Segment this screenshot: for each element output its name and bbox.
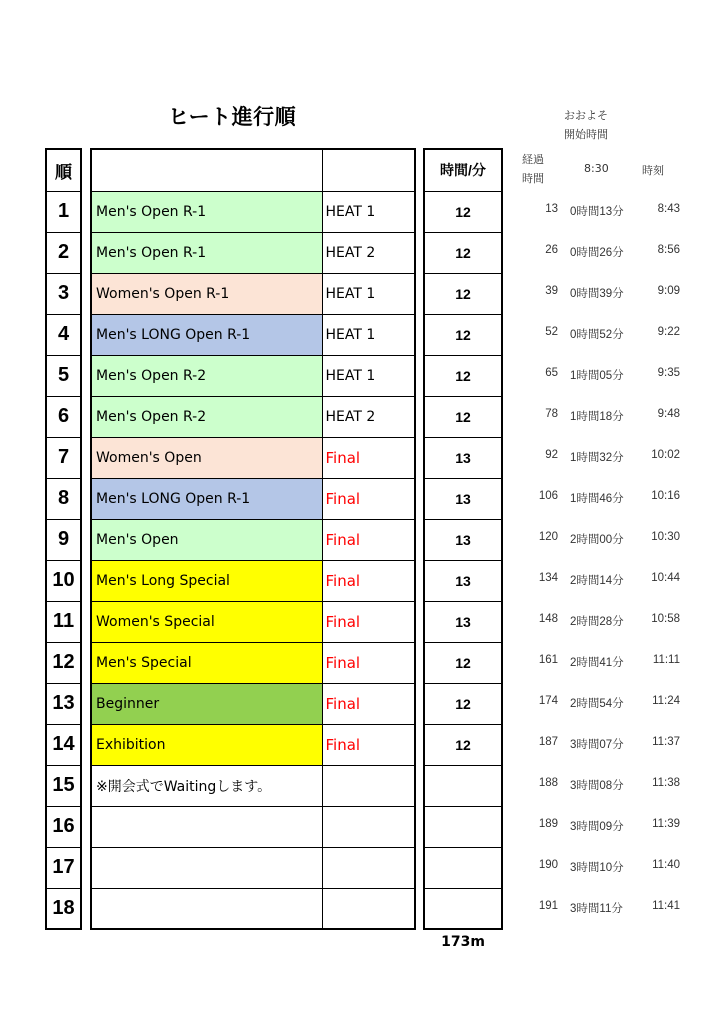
heat-minutes: 12 — [424, 355, 502, 396]
elapsed-row — [510, 436, 720, 477]
event-name: Women's Open R-1 — [91, 273, 322, 314]
heat-label — [322, 847, 415, 888]
heat-label: Final — [322, 478, 415, 519]
page-title: ヒート進行順 — [168, 105, 297, 129]
heat-minutes — [424, 847, 502, 888]
table-row — [46, 273, 81, 314]
elapsed-minutes: 13 — [545, 203, 558, 215]
clock-time: 9:09 — [657, 285, 680, 297]
elapsed-row — [510, 559, 720, 600]
table-row — [91, 642, 415, 683]
clock-time: 9:35 — [657, 367, 680, 379]
elapsed-minutes: 148 — [538, 613, 558, 625]
heat-minutes — [424, 806, 502, 847]
heat-label: HEAT 2 — [322, 232, 415, 273]
order-number: 3 — [46, 273, 81, 314]
table-row — [424, 847, 502, 888]
elapsed-minutes: 188 — [538, 777, 558, 789]
elapsed-duration: 2時間14分 — [570, 575, 624, 587]
event-name: Men's Long Special — [91, 560, 322, 601]
order-number: 9 — [46, 519, 81, 560]
order-number: 7 — [46, 437, 81, 478]
table-row — [46, 642, 81, 683]
elapsed-row — [510, 272, 720, 313]
heat-minutes: 12 — [424, 683, 502, 724]
heat-minutes: 13 — [424, 437, 502, 478]
elapsed-row — [510, 231, 720, 272]
heat-label: Final — [322, 601, 415, 642]
elapsed-minutes: 26 — [545, 244, 558, 256]
event-name: Men's LONG Open R-1 — [91, 314, 322, 355]
order-number: 8 — [46, 478, 81, 519]
clock-time: 9:48 — [657, 408, 680, 420]
clock-time: 8:56 — [657, 244, 680, 256]
table-row — [424, 642, 502, 683]
table-row — [424, 560, 502, 601]
table-row — [91, 273, 415, 314]
table-row — [46, 888, 81, 929]
elapsed-minutes: 39 — [545, 285, 558, 297]
table-row — [91, 806, 415, 847]
elapsed-minutes: 65 — [545, 367, 558, 379]
elapsed-duration: 1時間46分 — [570, 493, 624, 505]
heat-label: Final — [322, 437, 415, 478]
order-number: 2 — [46, 232, 81, 273]
elapsed-duration: 0時間26分 — [570, 247, 624, 259]
table-row — [46, 191, 81, 232]
heat-label — [322, 765, 415, 806]
heat-minutes: 12 — [424, 724, 502, 765]
heat-minutes: 12 — [424, 314, 502, 355]
elapsed-minutes: 106 — [538, 490, 558, 502]
event-name: Men's Open — [91, 519, 322, 560]
table-row — [424, 314, 502, 355]
elapsed-row — [510, 354, 720, 395]
heat-minutes: 13 — [424, 519, 502, 560]
elapsed-time-panel — [510, 148, 720, 928]
table-row — [91, 765, 415, 806]
table-row — [91, 601, 415, 642]
order-number: 4 — [46, 314, 81, 355]
elapsed-row — [510, 313, 720, 354]
clock-time: 8:43 — [657, 203, 680, 215]
order-number: 11 — [46, 601, 81, 642]
heat-label: Final — [322, 642, 415, 683]
elapsed-row — [510, 518, 720, 559]
table-row — [424, 519, 502, 560]
table-row — [46, 806, 81, 847]
elapsed-duration: 0時間39分 — [570, 288, 624, 300]
table-row — [46, 765, 81, 806]
heat-minutes: 12 — [424, 273, 502, 314]
order-header: 順 — [46, 149, 81, 191]
heat-label: Final — [322, 683, 415, 724]
elapsed-minutes: 134 — [538, 572, 558, 584]
order-number: 13 — [46, 683, 81, 724]
heat-label: Final — [322, 560, 415, 601]
clock-time: 11:37 — [652, 736, 680, 748]
elapsed-minutes: 161 — [538, 654, 558, 666]
event-name: Women's Special — [91, 601, 322, 642]
event-name: Men's LONG Open R-1 — [91, 478, 322, 519]
table-row — [91, 888, 415, 929]
table-row — [424, 396, 502, 437]
heat-minutes: 13 — [424, 601, 502, 642]
heat-minutes: 12 — [424, 642, 502, 683]
elapsed-header-line1: 経過 — [522, 153, 544, 166]
elapsed-duration: 2時間41分 — [570, 657, 624, 669]
elapsed-minutes: 191 — [538, 900, 558, 912]
order-number-column — [45, 148, 82, 930]
approx-start-label-line1: おおよそ — [564, 109, 608, 122]
order-number: 15 — [46, 765, 81, 806]
elapsed-duration: 1時間05分 — [570, 370, 624, 382]
approx-start-label — [548, 106, 624, 144]
order-number: 12 — [46, 642, 81, 683]
heat-label — [322, 806, 415, 847]
clock-time: 10:16 — [651, 490, 680, 502]
heat-label: HEAT 2 — [322, 396, 415, 437]
elapsed-row — [510, 395, 720, 436]
table-row — [46, 232, 81, 273]
heat-label: HEAT 1 — [322, 191, 415, 232]
elapsed-row — [510, 887, 720, 928]
clock-time: 11:38 — [652, 777, 680, 789]
table-row — [424, 437, 502, 478]
event-header — [91, 149, 322, 191]
elapsed-duration: 2時間00分 — [570, 534, 624, 546]
elapsed-duration: 3時間10分 — [570, 862, 624, 874]
elapsed-duration: 0時間13分 — [570, 206, 624, 218]
table-row — [424, 601, 502, 642]
table-row — [91, 683, 415, 724]
clock-time: 10:44 — [651, 572, 680, 584]
elapsed-header-row — [510, 148, 720, 190]
table-row — [91, 314, 415, 355]
table-row — [46, 847, 81, 888]
table-row — [424, 724, 502, 765]
heat-label — [322, 888, 415, 929]
table-row — [91, 437, 415, 478]
elapsed-header — [522, 150, 544, 188]
elapsed-row — [510, 190, 720, 231]
table-row — [91, 355, 415, 396]
order-number: 17 — [46, 847, 81, 888]
table-row — [424, 232, 502, 273]
table-row — [46, 601, 81, 642]
table-row — [46, 519, 81, 560]
order-number: 10 — [46, 560, 81, 601]
order-number: 14 — [46, 724, 81, 765]
elapsed-duration: 0時間52分 — [570, 329, 624, 341]
table-row — [424, 355, 502, 396]
elapsed-duration: 2時間54分 — [570, 698, 624, 710]
event-name — [91, 806, 322, 847]
elapsed-duration: 3時間07分 — [570, 739, 624, 751]
event-name: Men's Special — [91, 642, 322, 683]
heat-minutes: 12 — [424, 396, 502, 437]
table-row — [424, 888, 502, 929]
clock-time: 10:58 — [651, 613, 680, 625]
approx-start-label-line2: 開始時間 — [564, 128, 608, 141]
clock-time: 10:02 — [651, 449, 680, 461]
elapsed-minutes: 174 — [538, 695, 558, 707]
event-name — [91, 888, 322, 929]
elapsed-duration: 3時間11分 — [570, 903, 623, 915]
total-minutes: 173m — [441, 934, 485, 950]
table-row — [91, 191, 415, 232]
clock-time: 11:11 — [652, 654, 680, 666]
elapsed-minutes: 190 — [538, 859, 558, 871]
event-name: Women's Open — [91, 437, 322, 478]
table-row — [46, 683, 81, 724]
heat-minutes: 12 — [424, 232, 502, 273]
elapsed-minutes: 92 — [545, 449, 558, 461]
elapsed-duration: 3時間09分 — [570, 821, 624, 833]
table-row — [424, 683, 502, 724]
table-row — [46, 724, 81, 765]
clock-time: 11:40 — [652, 859, 680, 871]
event-name — [91, 847, 322, 888]
heat-label: HEAT 1 — [322, 273, 415, 314]
event-name: Men's Open R-1 — [91, 232, 322, 273]
heat-minutes — [424, 888, 502, 929]
clock-time: 11:41 — [652, 900, 680, 912]
clock-time: 10:30 — [651, 531, 680, 543]
clock-time: 9:22 — [657, 326, 680, 338]
event-name: ※開会式でWaitingします。 — [91, 765, 322, 806]
elapsed-duration: 3時間08分 — [570, 780, 624, 792]
elapsed-minutes: 189 — [538, 818, 558, 830]
clock-header: 時刻 — [642, 164, 664, 177]
table-row — [46, 478, 81, 519]
table-row — [46, 396, 81, 437]
minutes-header: 時間/分 — [424, 149, 502, 191]
heat-label: Final — [322, 724, 415, 765]
table-row — [91, 519, 415, 560]
elapsed-duration: 1時間32分 — [570, 452, 624, 464]
elapsed-row — [510, 682, 720, 723]
elapsed-row — [510, 846, 720, 887]
order-number: 16 — [46, 806, 81, 847]
elapsed-header-line2: 時間 — [522, 172, 544, 185]
start-time-value: 8:30 — [584, 162, 609, 175]
heat-header — [322, 149, 415, 191]
clock-time: 11:24 — [652, 695, 680, 707]
heat-label: Final — [322, 519, 415, 560]
elapsed-row — [510, 805, 720, 846]
elapsed-row — [510, 723, 720, 764]
table-row — [424, 191, 502, 232]
order-number: 1 — [46, 191, 81, 232]
order-number: 5 — [46, 355, 81, 396]
elapsed-row — [510, 764, 720, 805]
heat-minutes: 13 — [424, 478, 502, 519]
table-row — [46, 560, 81, 601]
elapsed-minutes: 120 — [538, 531, 558, 543]
event-name: Men's Open R-1 — [91, 191, 322, 232]
order-number: 6 — [46, 396, 81, 437]
table-row — [424, 273, 502, 314]
elapsed-minutes: 187 — [538, 736, 558, 748]
heat-label: HEAT 1 — [322, 314, 415, 355]
table-row — [91, 847, 415, 888]
event-name: Men's Open R-2 — [91, 355, 322, 396]
table-row — [46, 314, 81, 355]
table-row — [424, 765, 502, 806]
minutes-column — [423, 148, 503, 930]
heat-label: HEAT 1 — [322, 355, 415, 396]
order-number: 18 — [46, 888, 81, 929]
elapsed-duration: 2時間28分 — [570, 616, 624, 628]
event-name: Men's Open R-2 — [91, 396, 322, 437]
table-row — [91, 232, 415, 273]
elapsed-row — [510, 477, 720, 518]
table-row — [91, 396, 415, 437]
table-row — [424, 806, 502, 847]
elapsed-minutes: 52 — [545, 326, 558, 338]
table-row — [91, 478, 415, 519]
elapsed-duration: 1時間18分 — [570, 411, 624, 423]
table-row — [91, 724, 415, 765]
table-row — [91, 560, 415, 601]
elapsed-minutes: 78 — [545, 408, 558, 420]
clock-time: 11:39 — [652, 818, 680, 830]
elapsed-row — [510, 600, 720, 641]
table-row — [46, 437, 81, 478]
table-row — [424, 478, 502, 519]
heat-schedule-table — [90, 148, 416, 930]
heat-minutes — [424, 765, 502, 806]
table-row — [46, 355, 81, 396]
heat-minutes: 13 — [424, 560, 502, 601]
event-name: Exhibition — [91, 724, 322, 765]
elapsed-row — [510, 641, 720, 682]
heat-minutes: 12 — [424, 191, 502, 232]
event-name: Beginner — [91, 683, 322, 724]
